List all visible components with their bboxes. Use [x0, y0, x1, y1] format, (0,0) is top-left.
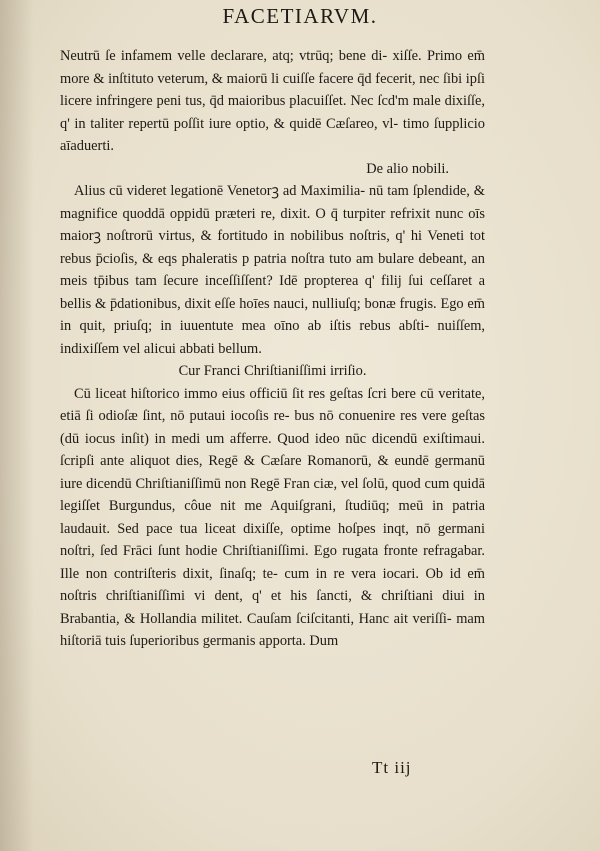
text-block	[60, 45, 485, 653]
spine-shadow	[0, 0, 34, 851]
paragraph-1: Neutrū ſe infamem velle declarare, atq; vtrūq; bene di- xiſſe. Primo em̄ more & inſtituto veterum, & maiorū li cuiſſe facere q̄d fecerit, nec ſibi ipſi licere infringere peni tus, q̄d maioribus placuiſſet. Nec ſcd'm male dixiſſe, q' in taliter repertū poſſit iure optio, & quidē Cæſareo, vl- timo ſupplicio aīaduerti.	[60, 48, 485, 154]
section-heading-cur-franci: Cur Franci Chriſtianiſſimi irriſio.	[178, 363, 367, 379]
signature-mark: Tt iij	[372, 758, 412, 777]
paragraph-2: Alius cū videret legationē Venetorꝫ ad Maximilia- nū tam ſplendide, & magnifice quoddā oppidū præteri re, dixit. O q̄ turpiter refrixit nunc oīs maiorꝫ noſtrorū virtus, & fortitudo in nobilibus noſtris, q' hi Veneti tot rebus p̄cioſis, & eqs phaleratis p patria noſtra tuto am bulare debeant, an meis tp̄ibus tam ſecure inceſſiſſent? Idē propterea q' filij ſui ceſſaret a bellis & p̄dationibus, dixit eſſe hoīes nauci, nulliuſq; bonæ frugis. Ego em̄ in quit, priuſq; in iuuentute mea oīno ab iſtis rebus abſti- nuiſſem, indixiſſem vel alicui abbati bellum.	[60, 183, 485, 357]
paragraph-3: Cū liceat hiſtorico immo eius officiū ſit res geſtas ſcri bere cū veritate, etiā ſi odioſæ ſint, nō putaui iocoſis re- bus nō conuenire res vere geſtas (dū iocus inſit) in medi um afferre. Quod ideo nūc dicendū exiſtimaui. ſcripſi ante aliquot dies, Regē & Cæſare Romanorū, & eundē germanū iure dicendū Chriſtianiſſimū non Regē Fran ciæ, vel ſolū, quod cum quidā legiſſet Burgundus, côue nit me Aquiſgrani, ſtudiūq; meū in patria laudauit. Sed pace tua liceat dixiſſe, optime hoſpes inqt, nō germani noſtri, ſed Frāci ſunt hodie Chriſtianiſſimi. Ego rugata fronte refragabar. Ille non contriſteris dixit, ſinaſq; te- cum in re vera iocari. Ob id em̄ noſtris chriſtianiſſimi vi dent, q' et his ſancti, & chriſtiani diui in Brabantia, & Hollandia militet. Cauſam ſciſcitanti, Hanc ait veriſſi- mam hiſtoriā tuis ſuperioribus germanis apporta. Dum	[60, 385, 485, 649]
section-heading-de-alio-nobili: De alio nobili.	[366, 160, 449, 177]
running-head: FACETIARVM.	[222, 4, 378, 28]
